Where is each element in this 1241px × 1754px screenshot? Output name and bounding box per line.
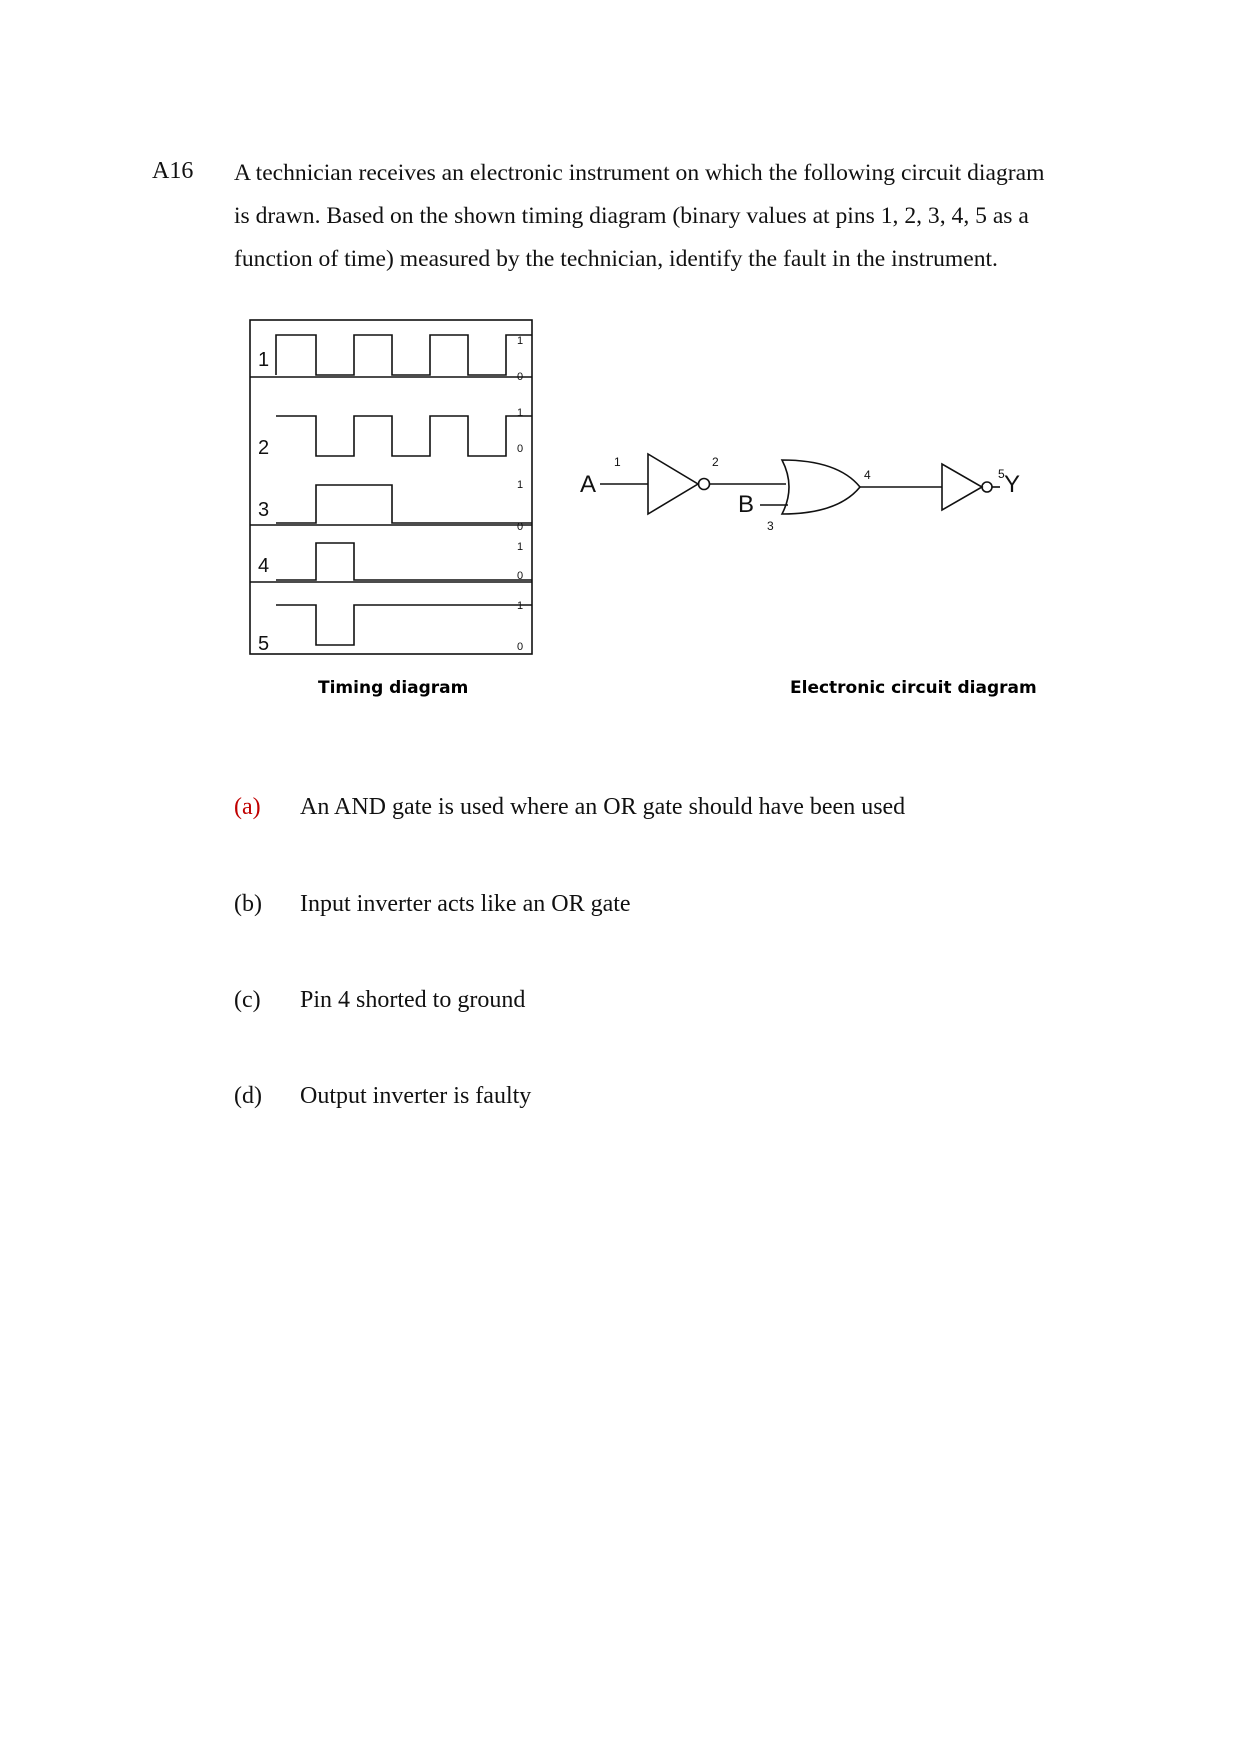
- pin-label-2: 2: [258, 437, 270, 459]
- waveform-pin-2: [276, 416, 532, 456]
- level-high-3: 1: [516, 479, 524, 491]
- pin-4-label: 4: [864, 468, 871, 482]
- input-a-label: A: [580, 471, 597, 498]
- output-y-label: Y: [1004, 471, 1021, 498]
- option-label: (a): [234, 794, 261, 820]
- pin-5-label: 5: [998, 467, 1005, 481]
- question-stem: [234, 152, 1094, 281]
- question-stem-line: is drawn. Based on the shown timing diagram (binary values at pins 1, 2, 3, 4, 5 as a: [234, 203, 1029, 229]
- option-label: (d): [234, 1083, 262, 1109]
- question-stem-line: function of time) measured by the technician, identify the fault in the instrument.: [234, 246, 998, 272]
- circuit-diagram-caption: Electronic circuit diagram: [790, 678, 1037, 698]
- option-text: Output inverter is faulty: [300, 1083, 532, 1109]
- pin-3-label: 3: [767, 519, 774, 533]
- pin-1-label: 1: [614, 455, 621, 469]
- timing-frame: [250, 320, 532, 654]
- timing-diagram-caption: Timing diagram: [318, 678, 469, 698]
- level-low-2: 0: [516, 443, 524, 455]
- pin-label-1: 1: [258, 349, 270, 371]
- pin-label-4: 4: [258, 555, 270, 577]
- input-inverter-triangle: [648, 454, 698, 514]
- option-label: (b): [234, 891, 262, 917]
- option-a[interactable]: [234, 794, 905, 821]
- waveform-pin-5: [276, 605, 532, 645]
- option-label: (c): [234, 987, 261, 1013]
- option-text: Input inverter acts like an OR gate: [300, 891, 631, 917]
- level-low-3: 0: [516, 521, 524, 533]
- input-b-label: B: [738, 491, 755, 518]
- waveform-pin-3: [276, 485, 532, 523]
- level-high-4: 1: [516, 541, 524, 553]
- level-high-2: 1: [516, 407, 524, 419]
- waveform-pin-4: [276, 543, 532, 580]
- waveform-pin-1: [276, 335, 532, 375]
- pin-2-label: 2: [712, 455, 719, 469]
- circuit-diagram: [570, 440, 1050, 540]
- level-low-5: 0: [516, 641, 524, 653]
- timing-diagram: [248, 318, 538, 660]
- level-low-1: 0: [516, 371, 524, 383]
- question-stem-line: A technician receives an electronic instrument on which the following circuit diagram: [234, 160, 1045, 186]
- option-c[interactable]: [234, 987, 525, 1014]
- option-d[interactable]: [234, 1083, 531, 1110]
- option-text: Pin 4 shorted to ground: [300, 987, 526, 1013]
- question-number: A16: [152, 158, 194, 184]
- level-high-5: 1: [516, 600, 524, 612]
- option-b[interactable]: [234, 891, 631, 918]
- pin-label-5: 5: [258, 633, 270, 655]
- level-low-4: 0: [516, 570, 524, 582]
- or-gate-body: [782, 460, 860, 514]
- level-high-1: 1: [516, 335, 524, 347]
- output-inverter-triangle: [942, 464, 982, 510]
- option-text: An AND gate is used where an OR gate should have been used: [300, 794, 906, 820]
- pin-label-3: 3: [258, 499, 270, 521]
- input-inverter-bubble: [699, 479, 710, 490]
